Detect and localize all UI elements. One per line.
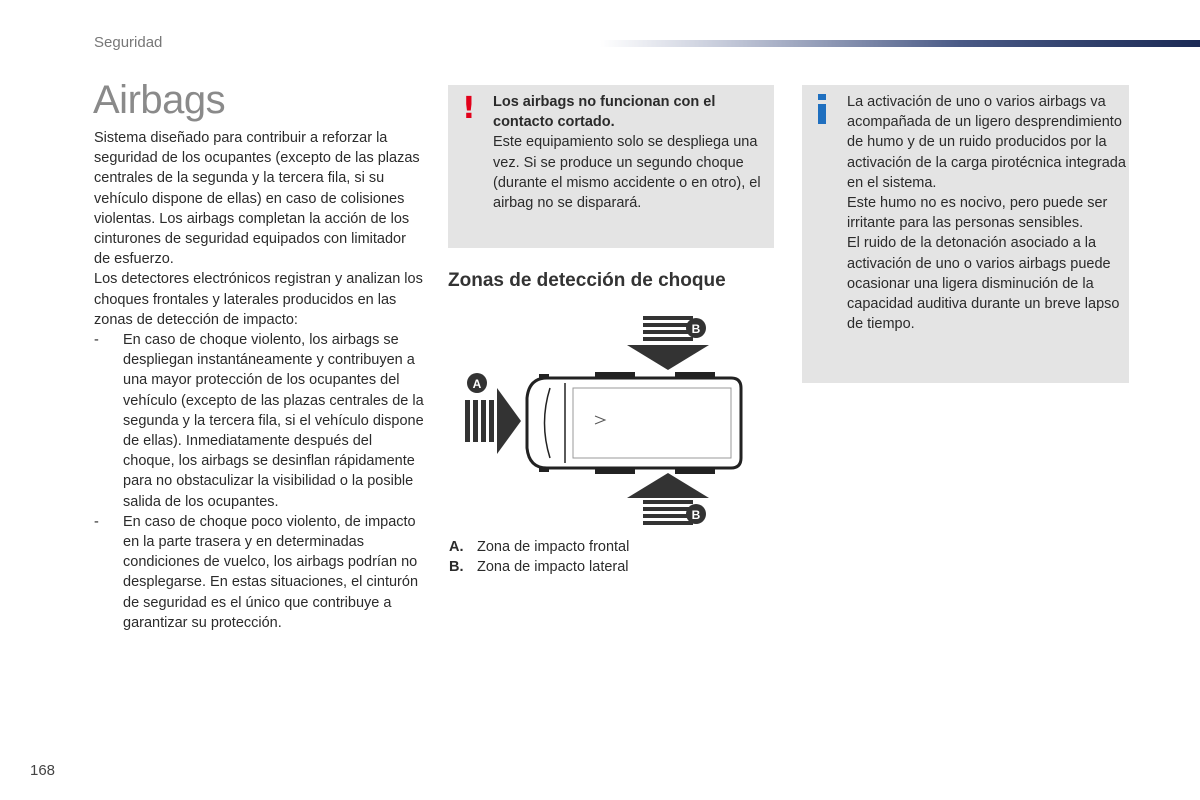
legend-text: Zona de impacto frontal: [477, 539, 630, 555]
badge-b-label: B: [691, 322, 701, 336]
legend-key: B.: [449, 559, 464, 576]
badge-b-bottom-icon: [686, 504, 706, 524]
van-top-view-icon: [527, 372, 741, 474]
van-diagram-svg: [455, 308, 755, 530]
section-label: Seguridad: [94, 34, 163, 51]
intro-column: [94, 128, 424, 633]
legend-text: Zona de impacto lateral: [477, 559, 629, 576]
badge-a-label: A: [472, 377, 482, 391]
front-impact-arrow-icon: [465, 388, 521, 454]
zones-heading: Zonas de detección de choque: [448, 270, 726, 291]
warning-body: Este equipamiento solo se despliega una vez. Si se produce un segundo choque (durante el mismo accidente o en otro), el airbag no se disparará.: [493, 134, 761, 212]
info-text: [847, 92, 1127, 334]
warning-exclamation-icon: !: [462, 91, 476, 126]
page-number: 168: [30, 762, 56, 779]
warning-text: [493, 92, 763, 213]
info-line: El ruido de la detonación asociado a la activación de uno o varios airbags puede ocasionar una ligera disminución de la capacidad auditiva durante un breve lapso de tiempo.: [847, 235, 1120, 333]
info-box: [802, 85, 1129, 383]
warning-box: [448, 85, 774, 248]
page-title: Airbags: [93, 78, 226, 122]
intro-paragraph: Los detectores electrónicos registran y analizan los choques frontales y laterales producidos en las zonas de detección de impacto:: [94, 271, 423, 328]
warning-title: Los airbags no funcionan con el contacto cortado.: [493, 94, 716, 131]
bullet-item: [94, 512, 424, 633]
crash-zones-diagram: [455, 308, 755, 530]
intro-paragraph: Sistema diseñado para contribuir a reforzar la seguridad de los ocupantes (excepto de las plazas centrales de la segunda y la tercera fila, si su vehículo dispone de ellas) en caso de colisiones violentas. Los airbags completan la acción de los cinturones de seguridad equipados con limitador de esfuerzo.: [94, 130, 420, 268]
info-line: Este humo no es nocivo, pero puede ser irritante para las personas sensibles.: [847, 195, 1108, 232]
zones-legend: [449, 537, 629, 577]
bullet-text: En caso de choque violento, los airbags se despliegan instantáneamente y contribuyen a una mayor protección de los ocupantes del vehículo (excepto de las plazas centrales de la segunda y la tercera fila, si el vehículo dispone de ellas). Inmediatamente después del choque, los airbags se desinflan rápidamente para no obstaculizar la visibilidad o la posible salida de los ocupantes.: [123, 332, 424, 510]
info-line: La activación de uno o varios airbags va acompañada de un ligero desprendimiento de humo y de un ruido producidos por la activación de la carga pirotécnica integrada en el sistema.: [847, 94, 1126, 191]
legend-key: A.: [449, 539, 464, 555]
badge-b-top-icon: [686, 318, 706, 338]
legend-item: [449, 537, 629, 557]
bullet-marker: -: [94, 332, 99, 349]
header-gradient-bar: [600, 40, 1200, 47]
bullet-marker: -: [94, 513, 99, 530]
badge-a-icon: [467, 373, 487, 393]
bullet-text: En caso de choque poco violento, de impacto en la parte trasera y en determinadas condiciones de vuelco, los airbags podrían no desplegarse. En estas situaciones, el cinturón de seguridad es el único que contribuye a garantizar su protección.: [123, 513, 419, 631]
info-icon: [815, 94, 829, 124]
badge-b-label: B: [691, 508, 701, 522]
bullet-item: [94, 330, 424, 512]
legend-item: [449, 557, 629, 577]
